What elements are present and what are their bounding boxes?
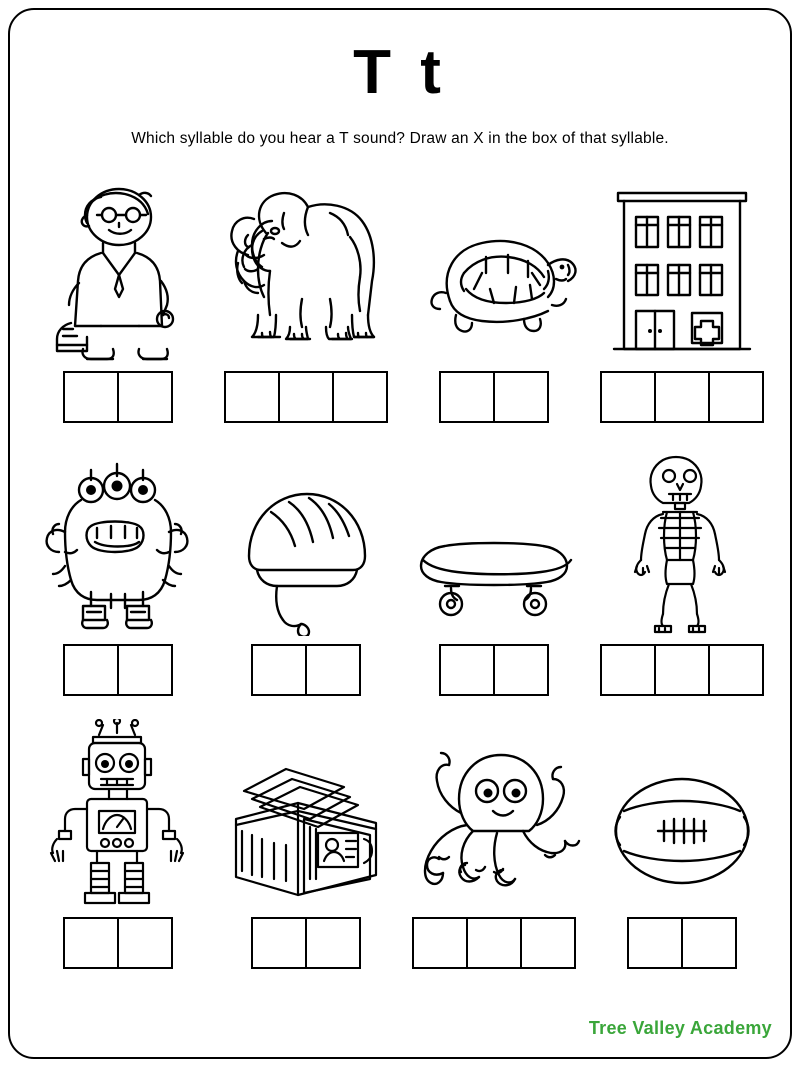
football-icon bbox=[595, 714, 770, 909]
syllable-box[interactable] bbox=[305, 644, 361, 696]
item-turtle bbox=[407, 168, 582, 423]
syllable-boxes bbox=[600, 644, 764, 696]
items-row bbox=[30, 714, 770, 969]
elephant-icon bbox=[218, 168, 393, 363]
syllable-boxes bbox=[600, 371, 764, 423]
syllable-boxes bbox=[63, 371, 173, 423]
syllable-box[interactable] bbox=[439, 371, 495, 423]
items-grid bbox=[30, 168, 770, 987]
syllable-box[interactable] bbox=[439, 644, 495, 696]
syllable-box[interactable] bbox=[63, 644, 119, 696]
item-doctor bbox=[30, 168, 205, 423]
syllable-box[interactable] bbox=[117, 917, 173, 969]
skeleton-icon bbox=[595, 441, 770, 636]
syllable-box[interactable] bbox=[63, 371, 119, 423]
syllable-box[interactable] bbox=[600, 371, 656, 423]
syllable-box[interactable] bbox=[708, 644, 764, 696]
syllable-boxes bbox=[439, 371, 549, 423]
syllable-boxes bbox=[251, 917, 361, 969]
items-row bbox=[30, 441, 770, 696]
item-elephant bbox=[218, 168, 393, 423]
syllable-boxes bbox=[412, 917, 576, 969]
helmet-icon bbox=[218, 441, 393, 636]
hospital-icon bbox=[595, 168, 770, 363]
monster-icon bbox=[30, 441, 205, 636]
syllable-box[interactable] bbox=[251, 917, 307, 969]
item-helmet bbox=[218, 441, 393, 696]
item-monster bbox=[30, 441, 205, 696]
syllable-box[interactable] bbox=[117, 644, 173, 696]
skateboard-icon bbox=[407, 441, 582, 636]
syllable-boxes bbox=[63, 917, 173, 969]
octopus-icon bbox=[407, 714, 582, 909]
syllable-box[interactable] bbox=[305, 917, 361, 969]
syllable-box[interactable] bbox=[466, 917, 522, 969]
robot-icon bbox=[30, 714, 205, 909]
brand-footer: Tree Valley Academy bbox=[588, 1018, 772, 1038]
wallet-icon bbox=[218, 714, 393, 909]
syllable-box[interactable] bbox=[493, 644, 549, 696]
syllable-box[interactable] bbox=[278, 371, 334, 423]
item-hospital bbox=[595, 168, 770, 423]
syllable-box[interactable] bbox=[600, 644, 656, 696]
syllable-box[interactable] bbox=[224, 371, 280, 423]
item-skeleton bbox=[595, 441, 770, 696]
syllable-box[interactable] bbox=[708, 371, 764, 423]
item-octopus bbox=[407, 714, 582, 969]
syllable-box[interactable] bbox=[654, 371, 710, 423]
syllable-box[interactable] bbox=[654, 644, 710, 696]
syllable-boxes bbox=[63, 644, 173, 696]
page-title: T t bbox=[353, 38, 447, 107]
syllable-box[interactable] bbox=[627, 917, 683, 969]
syllable-boxes bbox=[627, 917, 737, 969]
syllable-box[interactable] bbox=[520, 917, 576, 969]
syllable-box[interactable] bbox=[332, 371, 388, 423]
item-robot bbox=[30, 714, 205, 969]
syllable-box[interactable] bbox=[117, 371, 173, 423]
syllable-boxes bbox=[224, 371, 388, 423]
syllable-box[interactable] bbox=[251, 644, 307, 696]
item-wallet bbox=[218, 714, 393, 969]
syllable-box[interactable] bbox=[493, 371, 549, 423]
syllable-boxes bbox=[251, 644, 361, 696]
doctor-icon bbox=[30, 168, 205, 363]
syllable-boxes bbox=[439, 644, 549, 696]
item-skateboard bbox=[407, 441, 582, 696]
syllable-box[interactable] bbox=[412, 917, 468, 969]
turtle-icon bbox=[407, 168, 582, 363]
syllable-box[interactable] bbox=[681, 917, 737, 969]
items-row bbox=[30, 168, 770, 423]
syllable-box[interactable] bbox=[63, 917, 119, 969]
instructions-text: Which syllable do you hear a T sound? Draw an X in the box of that syllable. bbox=[131, 130, 669, 147]
item-football bbox=[595, 714, 770, 969]
